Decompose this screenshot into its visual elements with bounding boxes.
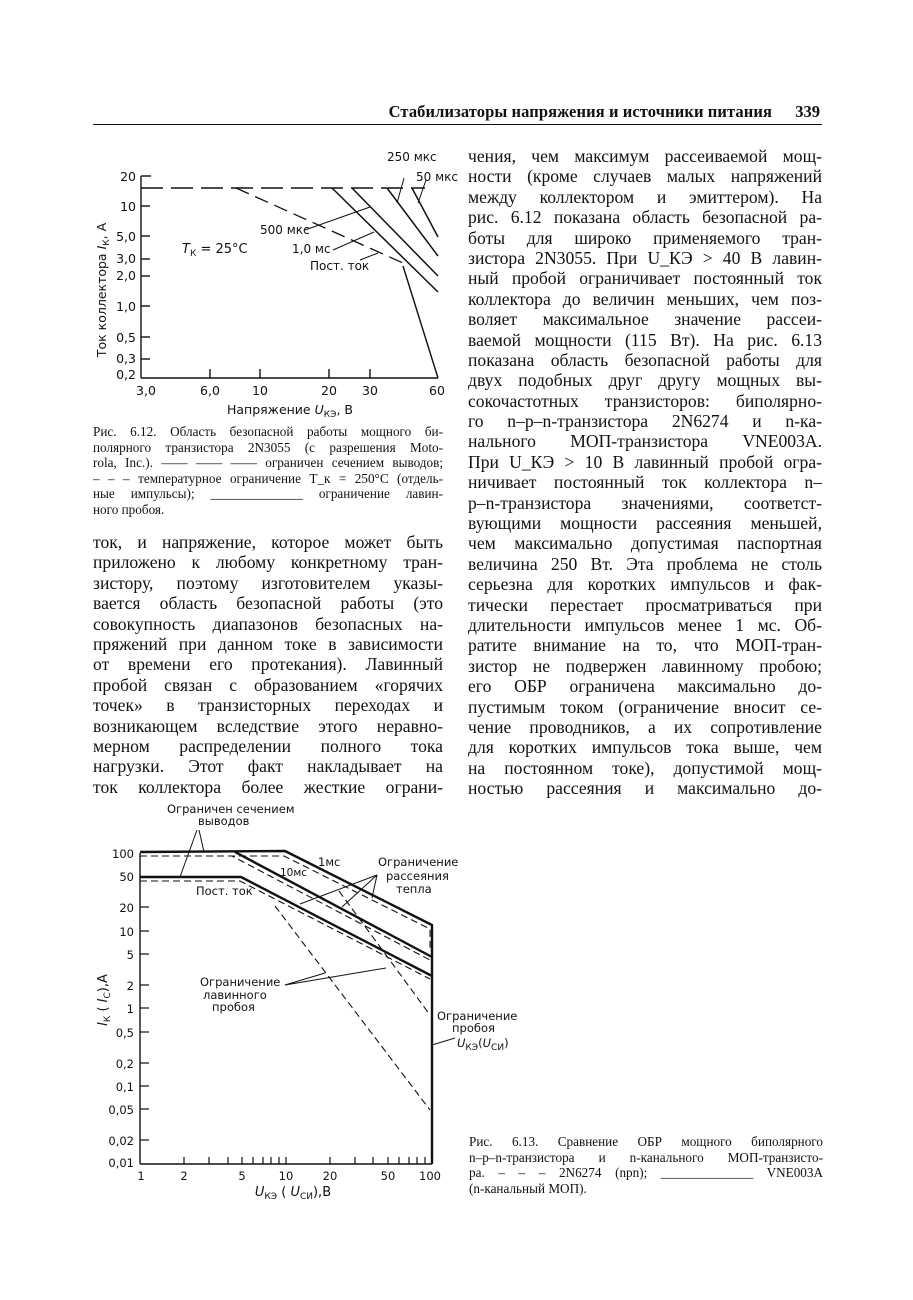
ytick-3: 3,0 xyxy=(116,251,136,266)
ytick-02: 0,2 xyxy=(116,367,136,382)
text-line: зистор не подвержен лавинному пробою; xyxy=(468,655,822,676)
text-line: длительности импульсов менее 1 мс. Об- xyxy=(468,614,822,635)
ytick-1: 1 xyxy=(126,1002,134,1016)
xtick-3: 3,0 xyxy=(136,383,156,398)
label-wire-limit-2: выводов xyxy=(198,814,250,828)
xtick-10: 10 xyxy=(252,383,268,398)
xtick-10: 10 xyxy=(278,1169,294,1183)
ytick-10: 10 xyxy=(119,925,134,939)
text-line: нального МОП-транзистора VNE003A. xyxy=(468,431,822,452)
text-line: показана область безопасной работы для xyxy=(468,349,822,370)
label-500us: 500 мкс xyxy=(260,223,310,237)
text-line: ток, и напряжение, которое может быть xyxy=(93,532,443,552)
ytick-002: 0,02 xyxy=(108,1134,134,1148)
text-line: ностью рассеяния и максимально до- xyxy=(468,778,822,799)
ytick-100: 100 xyxy=(112,847,134,861)
text-line: ничивает постоянный ток коллектора n– xyxy=(468,472,822,493)
xtick-5: 5 xyxy=(238,1169,246,1183)
text-line: нагрузки. Этот факт накладывает на xyxy=(93,756,443,777)
text-line: вается область безопасной работы (это xyxy=(93,593,443,614)
text-line: величина 250 Вт. Эта проблема не столь xyxy=(468,553,822,574)
text-line: го n–p–n-транзистора 2N6274 и n-ка- xyxy=(468,411,822,432)
label-thermal-3: тепла xyxy=(396,882,432,896)
text-line: боты для широко применяемого тран- xyxy=(468,227,822,248)
ytick-20: 20 xyxy=(119,901,134,915)
xtick-30: 30 xyxy=(362,383,378,398)
label-250us: 250 мкс xyxy=(387,150,437,164)
caption-line: (n-канальный МОП). xyxy=(469,1180,587,1196)
xtick-1: 1 xyxy=(137,1169,145,1183)
label-10ms: 10мс xyxy=(280,867,308,879)
ytick-05: 0,5 xyxy=(116,330,136,345)
ytick-005: 0,05 xyxy=(108,1103,134,1117)
text-line: ный пробой ограничивает постоянный ток xyxy=(468,268,822,289)
text-line: пустимым током (ограничение вносит се- xyxy=(468,696,822,717)
label-avalanche-2: лавинного xyxy=(203,988,267,1002)
text-line: рис. 6.12 показана область безопасной ра- xyxy=(468,207,822,228)
text-line: мерном распределении полного тока xyxy=(93,735,443,756)
xtick-6: 6,0 xyxy=(200,383,220,398)
ytick-5: 5,0 xyxy=(116,229,136,244)
text-line: зистору, поэтому изготовителем указы- xyxy=(93,572,443,593)
text-line: тически перестает просматриваться при xyxy=(468,594,822,615)
figure-6-13-caption xyxy=(469,1134,823,1196)
caption-line: ного пробоя. xyxy=(93,501,165,517)
label-wire-limit: Ограничен сечением xyxy=(167,802,295,816)
text-line: точек» в транзисторных переходах и xyxy=(93,695,443,716)
caption-line: n–p–n-транзистора и n-канального МОП-транзисто- xyxy=(469,1149,823,1165)
text-line: на постоянном токе), допустимой мощ- xyxy=(468,757,822,778)
text-line: чем максимально допустимая паспортная xyxy=(468,533,822,554)
label-1ms: 1мс xyxy=(318,855,341,869)
ytick-05: 0,5 xyxy=(115,1026,134,1040)
caption-line: – – – температурное ограничение T_к = 250°C (отдель- xyxy=(93,470,443,486)
label-breakdown: Ограничение xyxy=(437,1009,518,1023)
xtick-50: 50 xyxy=(380,1169,396,1183)
text-line: чения, чем максимум рассеиваемой мощ- xyxy=(468,146,822,166)
x-axis-label: Напряжение $U_{КЭ}$, В xyxy=(227,402,353,420)
ytick-10: 10 xyxy=(120,199,136,214)
ytick-1: 1,0 xyxy=(116,299,136,314)
caption-line: Рис. 6.13. Сравнение ОБР мощного биполярного xyxy=(469,1134,823,1149)
xtick-2: 2 xyxy=(180,1169,188,1183)
page-number: 339 xyxy=(795,102,820,121)
text-line: приложено к любому конкретному тран- xyxy=(93,552,443,573)
label-dc: Пост. ток xyxy=(196,884,253,898)
ytick-01: 0,1 xyxy=(115,1080,134,1094)
text-line: p–n-транзистора значениями, соответст- xyxy=(468,492,822,513)
text-line: зистора 2N3055. При U_КЭ > 40 В лавин- xyxy=(468,247,822,268)
label-thermal-2: рассеяния xyxy=(386,869,449,883)
label-50us: 50 мкс xyxy=(416,170,458,184)
caption-line: ра. – – – 2N6274 (npn); ______________ VNE003A xyxy=(469,1165,823,1181)
ytick-50: 50 xyxy=(119,870,134,884)
text-line: его ОБР ограничена максимально до- xyxy=(468,676,822,697)
text-line: ваемой мощности (115 Вт). На рис. 6.13 xyxy=(468,329,822,350)
text-line: совокупность диапазонов безопасных на- xyxy=(93,613,443,634)
text-line: воляет максимальное значение рассеи- xyxy=(468,309,822,330)
xtick-20: 20 xyxy=(322,1169,338,1183)
text-line: При U_КЭ > 10 В лавинный пробой огра- xyxy=(468,451,822,472)
ytick-20: 20 xyxy=(120,169,136,184)
text-line: коллектора до величин меньших, чем поз- xyxy=(468,288,822,309)
text-line: возникающем вследствие этого неравно- xyxy=(93,715,443,736)
text-line: ности (кроме случаев малых напряжений xyxy=(468,166,822,187)
text-line: двух подобных друг другу мощных вы- xyxy=(468,370,822,391)
text-line: вующими мощности рассеяния меньшей, xyxy=(468,513,822,534)
ytick-5: 5 xyxy=(126,948,134,962)
xtick-100: 100 xyxy=(419,1169,441,1183)
text-line: пробой связан с образованием «горячих xyxy=(93,674,443,695)
text-line: для коротких импульсов тока выше, чем xyxy=(468,737,822,758)
text-line: между коллектором и эмиттером). На xyxy=(468,186,822,207)
ytick-02: 0,2 xyxy=(115,1057,134,1071)
ytick-001: 0,01 xyxy=(108,1156,134,1170)
text-line: сокочастотных транзисторов: биполярно- xyxy=(468,390,822,411)
text-line: серьезна для коротких импульсов и фак- xyxy=(468,574,822,595)
text-line: чение проводников, а их сопротивление xyxy=(468,716,822,737)
label-1ms: 1,0 мс xyxy=(292,242,331,256)
xtick-60: 60 xyxy=(429,383,445,398)
header-title: Стабилизаторы напряжения и источники питания xyxy=(388,102,772,121)
x-axis-label: $U_{КЭ}$ ( $U_{СИ}),В$ xyxy=(254,1185,332,1202)
xtick-20: 20 xyxy=(321,383,337,398)
caption-line: rola, Inc.). —— —— —— ограничен сечением выводов; xyxy=(93,455,443,471)
label-thermal: Ограничение xyxy=(378,855,459,869)
text-line: от времени его протекания). Лавинный xyxy=(93,654,443,675)
text-line: ток коллектора более жесткие ограни- xyxy=(93,776,443,797)
y-axis-label: Ток коллектора $I_К$, А xyxy=(94,222,112,358)
label-breakdown-2: пробоя xyxy=(452,1021,495,1035)
label-avalanche: Ограничение xyxy=(200,975,281,989)
text-line: пряжений при данном токе в зависимости xyxy=(93,633,443,654)
ytick-03: 0,3 xyxy=(116,351,136,366)
text-line: ратите внимание на то, что МОП-тран- xyxy=(468,635,822,656)
temperature-annotation: $T_К = 25^\circ C$ xyxy=(182,242,248,259)
caption-line: Рис. 6.12. Область безопасной работы мощного би- xyxy=(93,424,443,439)
y-axis-label: $I_К$ ( $I_С),А$ xyxy=(96,974,113,1026)
caption-line: ные импульсы); ______________ ограничение лавин- xyxy=(93,486,443,502)
caption-line: полярного транзистора 2N3055 (с разрешения Moto- xyxy=(93,439,443,455)
ytick-2: 2 xyxy=(126,979,134,993)
label-avalanche-3: пробоя xyxy=(212,1000,255,1014)
ytick-2: 2,0 xyxy=(116,268,136,283)
label-breakdown-3: $U_{КЭ}(U_{СИ})$ xyxy=(457,1036,509,1053)
label-dc: Пост. ток xyxy=(310,259,370,273)
